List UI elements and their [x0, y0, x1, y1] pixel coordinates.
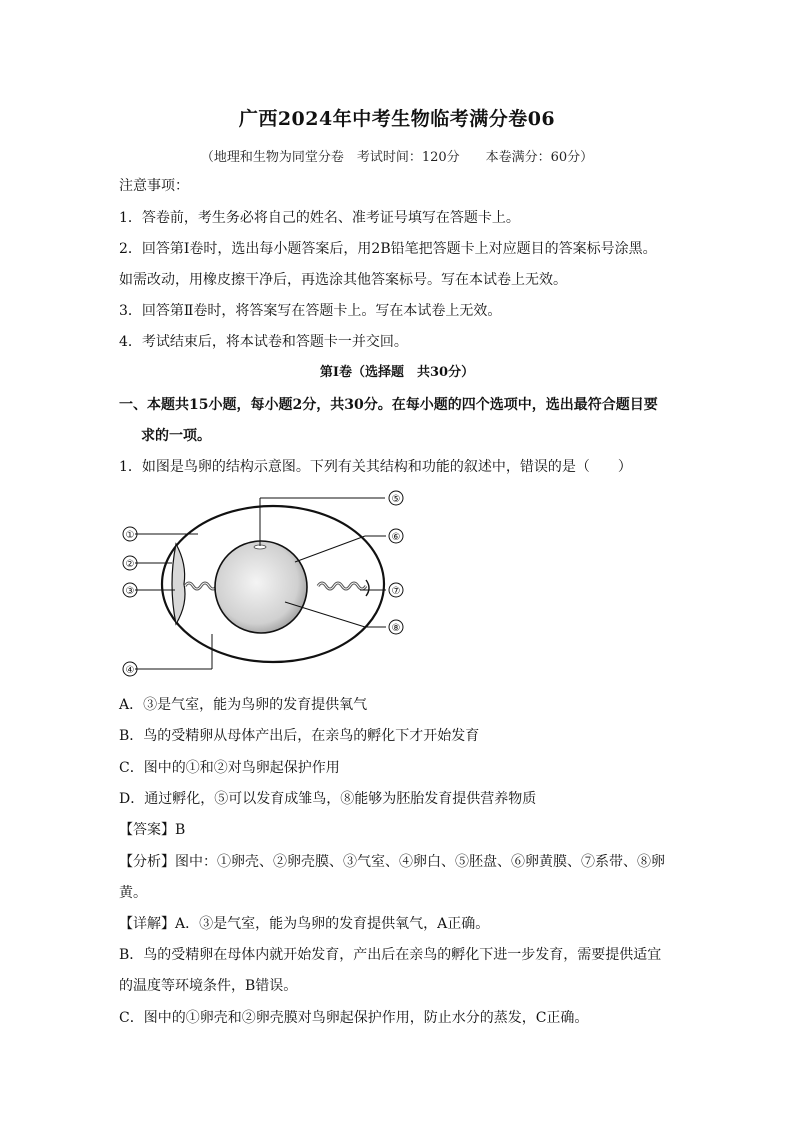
detail-line-3: 的温度等环境条件，B错误。	[119, 978, 298, 994]
diagram-label-4: ④	[125, 665, 135, 676]
bird-egg-diagram	[110, 484, 420, 684]
diagram-label-5: ⑤	[391, 494, 401, 505]
option-a: A．③是气室，能为鸟卵的发育提供氧气	[119, 697, 368, 713]
notice-item-2: 2．回答第Ⅰ卷时，选出每小题答案后，用2B铅笔把答题卡上对应题目的答案标号涂黑。	[119, 241, 657, 257]
option-d: D．通过孵化，⑤可以发育成雏鸟，⑧能够为胚胎发育提供营养物质	[119, 791, 537, 807]
notice-item-1: 1．答卷前，考生务必将自己的姓名、准考证号填写在答题卡上。	[119, 210, 520, 226]
yolk	[215, 541, 307, 633]
analysis-line-1: 【分析】图中：①卵壳、②卵壳膜、③气室、④卵白、⑤胚盘、⑥卵黄膜、⑦系带、⑧卵	[119, 854, 665, 870]
diagram-label-7: ⑦	[391, 586, 401, 597]
diagram-label-3: ③	[125, 586, 135, 597]
diagram-label-1: ①	[125, 530, 135, 541]
exam-subtitle: （地理和生物为同堂分卷 考试时间：120分 本卷满分：60分）	[200, 150, 594, 165]
answer: 【答案】B	[119, 822, 186, 838]
section-instruction-line-1: 一、本题共15小题，每小题2分，共30分。在每小题的四个选项中，选出最符合题目要	[119, 397, 658, 413]
question-1-stem: 1．如图是鸟卵的结构示意图。下列有关其结构和功能的叙述中，错误的是（ ）	[119, 459, 632, 475]
detail-line-4: C．图中的①卵壳和②卵壳膜对鸟卵起保护作用，防止水分的蒸发，C正确。	[119, 1010, 589, 1026]
air-chamber	[172, 544, 185, 624]
option-c: C．图中的①和②对鸟卵起保护作用	[119, 760, 340, 776]
analysis-line-2: 黄。	[119, 885, 147, 901]
notice-item-2-continued: 如需改动，用橡皮擦干净后，再选涂其他答案标号。写在本试卷上无效。	[119, 272, 567, 288]
notice-heading: 注意事项：	[119, 178, 189, 194]
page-title: 广西2024年中考生物临考满分卷06	[238, 108, 556, 130]
notice-item-4: 4．考试结束后，将本试卷和答题卡一并交回。	[119, 334, 408, 350]
detail-line-1: 【详解】A．③是气室，能为鸟卵的发育提供氧气，A正确。	[119, 916, 490, 932]
diagram-label-2: ②	[125, 559, 135, 570]
option-b: B．鸟的受精卵从母体产出后，在亲鸟的孵化下才开始发育	[119, 728, 480, 744]
section-instruction-line-2: 求的一项。	[141, 428, 211, 444]
section-title: 第Ⅰ卷（选择题 共30分）	[319, 365, 475, 380]
notice-item-3: 3．回答第Ⅱ卷时，将答案写在答题卡上。写在本试卷上无效。	[119, 303, 502, 319]
diagram-label-8: ⑧	[391, 623, 401, 634]
detail-line-2: B．鸟的受精卵在母体内就开始发育，产出后在亲鸟的孵化下进一步发育，需要提供适宜	[119, 947, 662, 963]
diagram-label-6: ⑥	[391, 532, 401, 543]
